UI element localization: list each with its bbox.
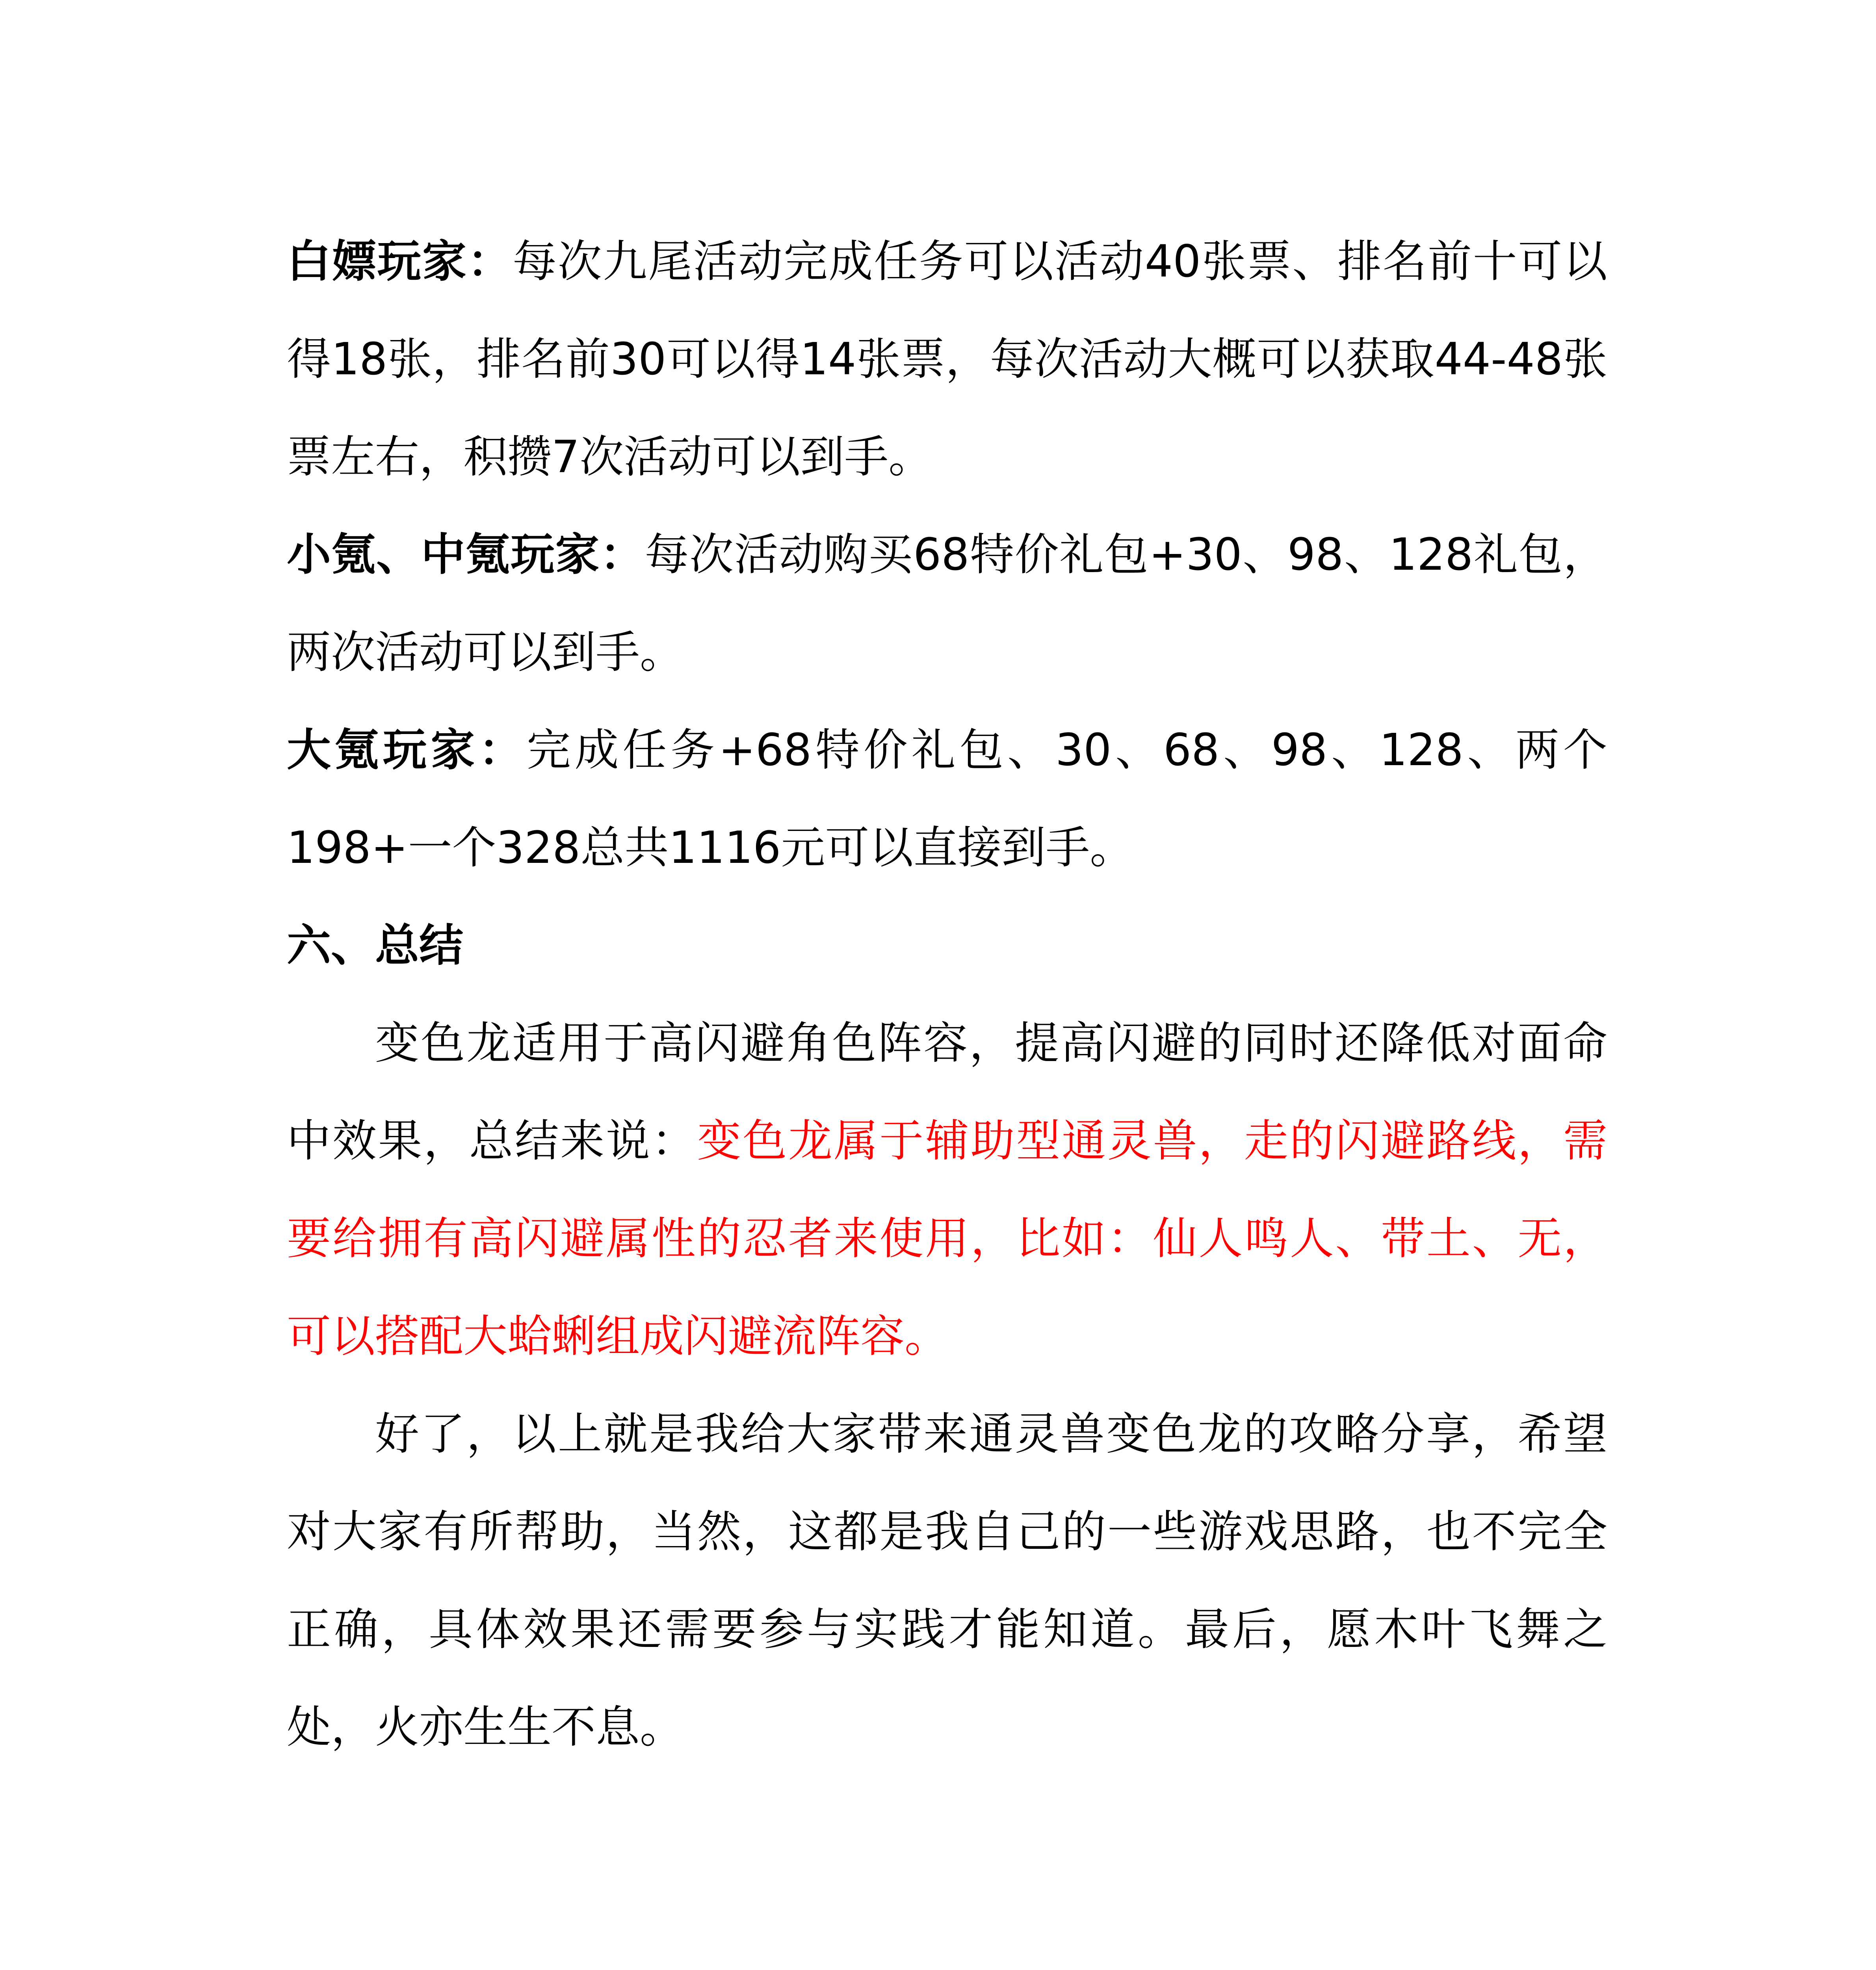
paragraph-big-spenders	[287, 701, 1607, 897]
small-medium-spenders-label: 小氪、中氪玩家：	[287, 529, 645, 580]
big-spenders-text: 完成任务+68特价礼包、30、68、98、128、两个198+一个328总共1116元可以直接到手。	[287, 725, 1608, 873]
free-players-text: 每次九尾活动完成任务可以活动40张票、排名前十可以得18张，排名前30可以得14张票，每次活动大概可以获取44-48张票左右，积攒7次活动可以到手。	[287, 236, 1608, 483]
small-medium-spenders-text: 每次活动购买68特价礼包+30、98、128礼包，两次活动可以到手。	[287, 529, 1607, 678]
summary-text: 变色龙适用于高闪避角色阵容，提高闪避的同时还降低对面命中效果，总结来说：	[287, 1018, 1607, 1167]
paragraph-summary	[287, 994, 1607, 1385]
paragraph-free-players	[287, 213, 1607, 506]
free-players-label: 白嫖玩家：	[287, 236, 513, 287]
big-spenders-label: 大氪玩家：	[287, 725, 527, 776]
closing-text: 好了，以上就是我给大家带来通灵兽变色龙的攻略分享，希望对大家有所帮助，当然，这都是我自己的一些游戏思路，也不完全正确，具体效果还需要参与实践才能知道。最后，愿木叶飞舞之处，火亦生生不息。	[287, 1409, 1607, 1753]
summary-highlight: 变色龙属于辅助型通灵兽，走的闪避路线，需要给拥有高闪避属性的忍者来使用，比如：仙人鸣人、带土、无，可以搭配大蛤蜊组成闪避流阵容。	[287, 1115, 1608, 1362]
paragraph-closing	[287, 1385, 1607, 1776]
document-body	[287, 213, 1607, 1776]
section-heading-summary: 六、总结	[287, 920, 463, 971]
paragraph-small-medium-spenders	[287, 506, 1607, 701]
